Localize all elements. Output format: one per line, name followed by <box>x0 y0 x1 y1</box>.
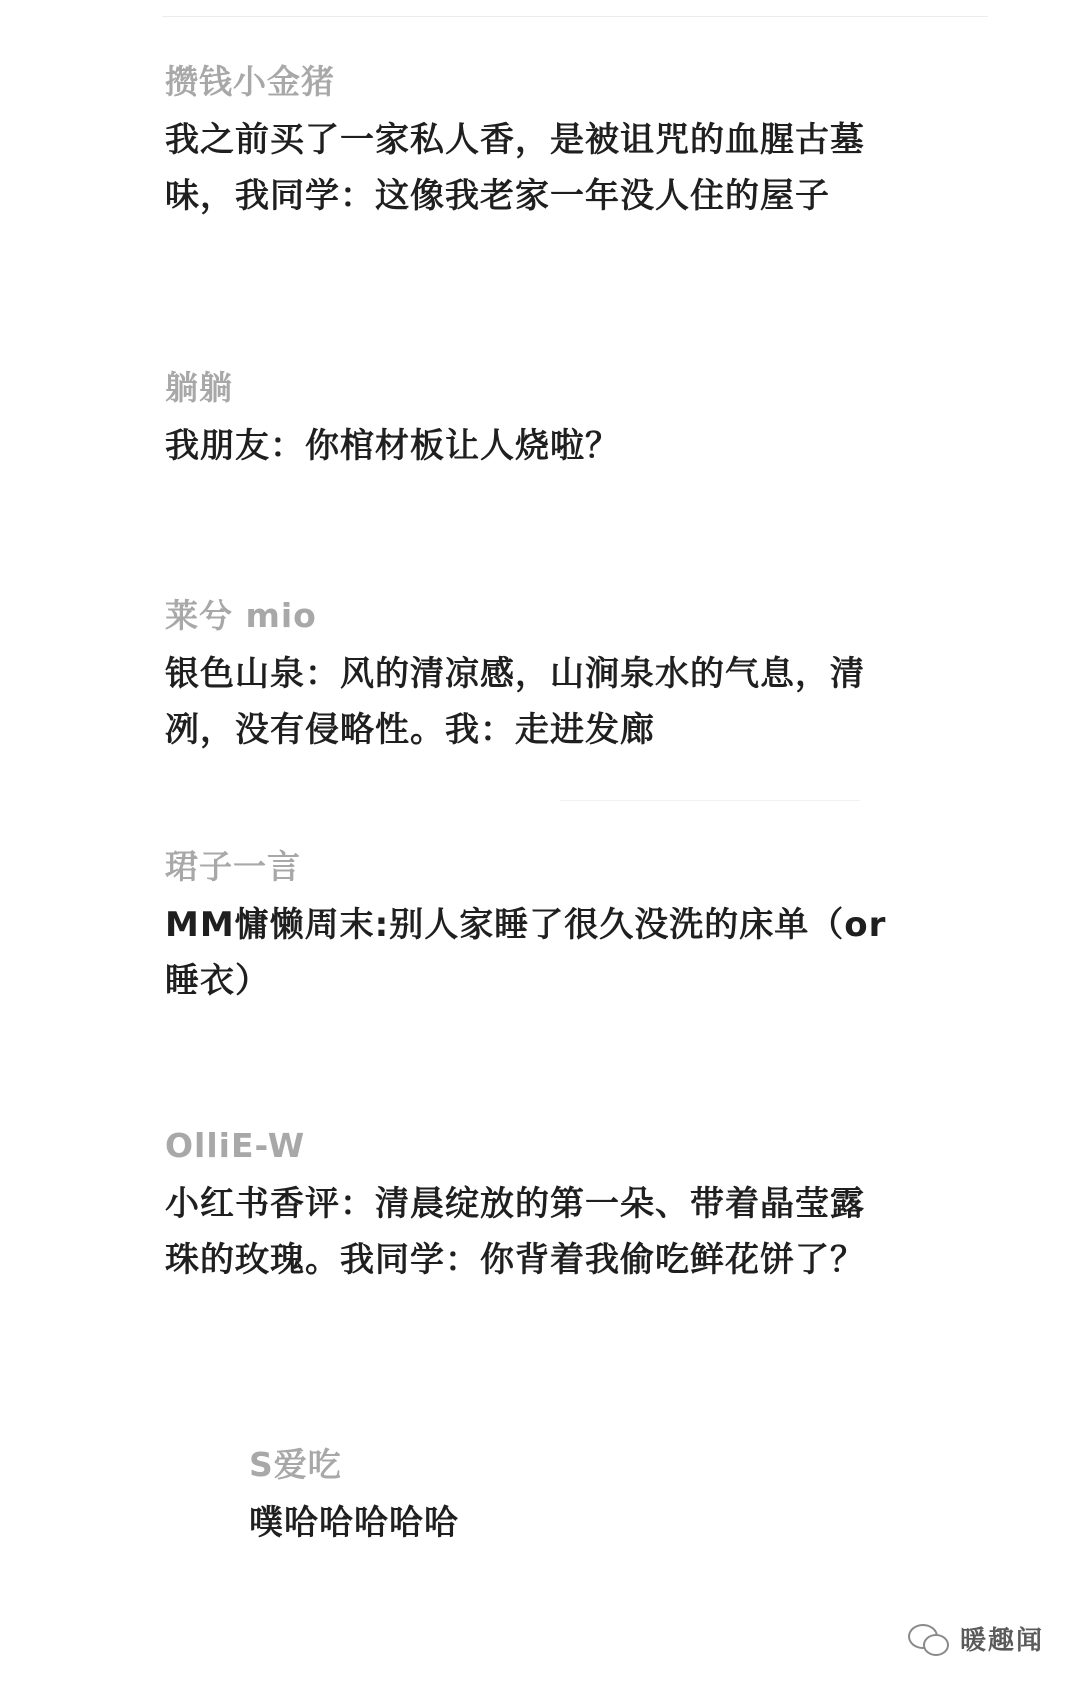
watermark-text: 暖趣闻 <box>959 1626 1044 1656</box>
wechat-bubble-small <box>923 1634 949 1656</box>
comment-item <box>165 594 925 758</box>
comment-username[interactable]: 躺躺 <box>165 368 233 407</box>
reply-text: 噗哈哈哈哈哈 <box>249 1503 459 1543</box>
comment-text-line: 银色山泉：风的清凉感，山涧泉水的气息，清 <box>165 654 865 694</box>
comment-text-line: MM慵懒周末:别人家睡了很久没洗的床单（or <box>165 905 887 945</box>
comment-text-line: 珠的玫瑰。我同学：你背着我偷吃鲜花饼了？ <box>165 1240 865 1280</box>
comment-text-line: 小红书香评：清晨绽放的第一朵、带着晶莹露 <box>165 1184 865 1224</box>
comment-item <box>165 60 925 224</box>
top-divider <box>162 16 988 17</box>
comment-text-line: 味，我同学：这像我老家一年没人住的屋子 <box>165 176 830 216</box>
watermark <box>908 1620 1044 1657</box>
comment-username[interactable]: 珺子一言 <box>165 847 301 886</box>
comment-item <box>165 1124 925 1288</box>
comment-text <box>165 897 925 1009</box>
comment-text-line: 睡衣） <box>165 961 270 1001</box>
reply-item <box>249 1443 929 1551</box>
comment-item <box>165 845 925 1009</box>
comment-username[interactable]: 攒钱小金猪 <box>165 62 335 101</box>
reply-username[interactable]: S爱吃 <box>249 1445 342 1484</box>
comment-text-line: 我朋友：你棺材板让人烧啦？ <box>165 426 620 466</box>
comment-text <box>165 418 925 474</box>
comment-text <box>165 646 925 758</box>
comment-text-line: 我之前买了一家私人香，是被诅咒的血腥古墓 <box>165 120 865 160</box>
faint-divider <box>560 800 860 801</box>
comment-text <box>165 112 925 224</box>
comment-username[interactable]: OlliE-W <box>165 1126 306 1165</box>
comment-text-line: 冽，没有侵略性。我：走进发廊 <box>165 710 655 750</box>
comment-item <box>165 366 925 474</box>
comment-text <box>165 1176 925 1288</box>
comment-username[interactable]: 莱兮 mio <box>165 596 317 635</box>
wechat-icon <box>908 1622 952 1656</box>
